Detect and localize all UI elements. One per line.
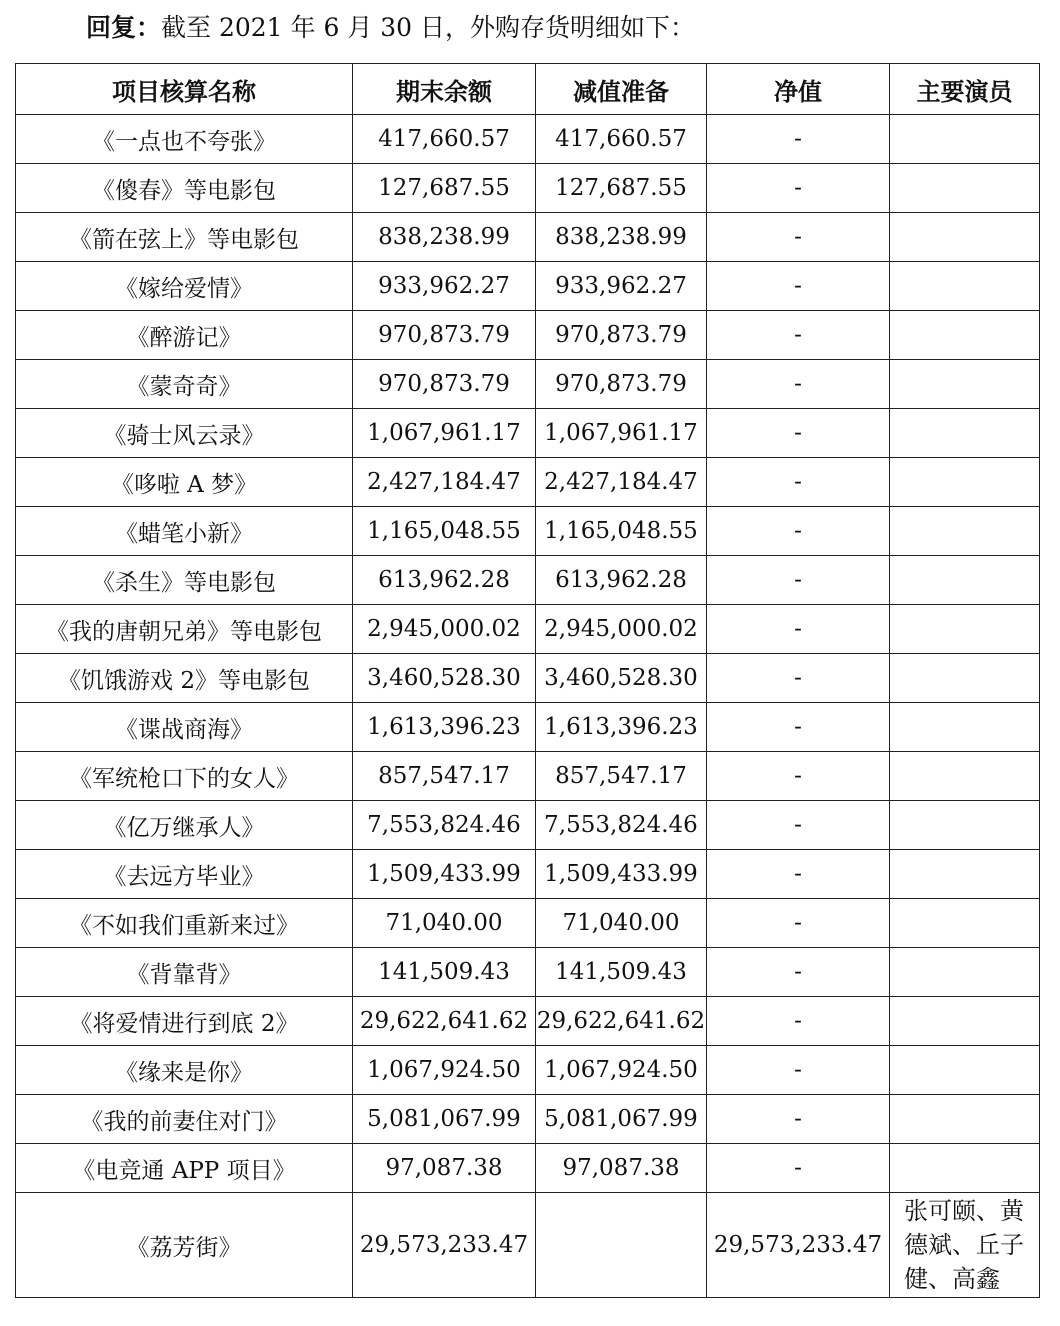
project-name-cell: 《箭在弦上》等电影包 bbox=[16, 213, 353, 262]
main-actors-cell bbox=[890, 654, 1040, 703]
main-actors-cell bbox=[890, 801, 1040, 850]
net-value-cell: - bbox=[707, 213, 890, 262]
table-row bbox=[16, 752, 1040, 801]
impairment-cell bbox=[536, 1193, 707, 1298]
table-row bbox=[16, 948, 1040, 997]
intro-text: 截至 2021 年 6 月 30 日，外购存货明细如下： bbox=[161, 13, 696, 42]
main-actors-cell bbox=[890, 948, 1040, 997]
project-name-cell: 《谍战商海》 bbox=[16, 703, 353, 752]
impairment-cell: 970,873.79 bbox=[536, 311, 707, 360]
inventory-table bbox=[15, 63, 1040, 1298]
ending-balance-cell: 127,687.55 bbox=[353, 164, 536, 213]
ending-balance-cell: 7,553,824.46 bbox=[353, 801, 536, 850]
impairment-cell: 29,622,641.62 bbox=[536, 997, 707, 1046]
project-name-cell: 《一点也不夸张》 bbox=[16, 115, 353, 164]
main-actors-cell bbox=[890, 1144, 1040, 1193]
project-name-cell: 《去远方毕业》 bbox=[16, 850, 353, 899]
table-row bbox=[16, 507, 1040, 556]
net-value-cell: - bbox=[707, 703, 890, 752]
project-name-cell: 《傻春》等电影包 bbox=[16, 164, 353, 213]
header-row bbox=[16, 64, 1040, 115]
ending-balance-cell: 970,873.79 bbox=[353, 360, 536, 409]
impairment-cell: 1,067,924.50 bbox=[536, 1046, 707, 1095]
impairment-cell: 97,087.38 bbox=[536, 1144, 707, 1193]
net-value-cell: - bbox=[707, 409, 890, 458]
net-value-cell: - bbox=[707, 115, 890, 164]
project-name-cell: 《我的前妻住对门》 bbox=[16, 1095, 353, 1144]
ending-balance-cell: 2,427,184.47 bbox=[353, 458, 536, 507]
project-name-cell: 《嫁给爱情》 bbox=[16, 262, 353, 311]
project-name-cell: 《蜡笔小新》 bbox=[16, 507, 353, 556]
main-actors-cell bbox=[890, 164, 1040, 213]
table-row bbox=[16, 311, 1040, 360]
table-row bbox=[16, 997, 1040, 1046]
project-name-cell: 《饥饿游戏 2》等电影包 bbox=[16, 654, 353, 703]
table-row bbox=[16, 262, 1040, 311]
ending-balance-cell: 5,081,067.99 bbox=[353, 1095, 536, 1144]
ending-balance-cell: 71,040.00 bbox=[353, 899, 536, 948]
header-main-actors: 主要演员 bbox=[890, 64, 1040, 115]
ending-balance-cell: 838,238.99 bbox=[353, 213, 536, 262]
project-name-cell: 《将爱情进行到底 2》 bbox=[16, 997, 353, 1046]
table-row bbox=[16, 703, 1040, 752]
table-header bbox=[16, 64, 1040, 115]
impairment-cell: 857,547.17 bbox=[536, 752, 707, 801]
impairment-cell: 933,962.27 bbox=[536, 262, 707, 311]
impairment-cell: 1,613,396.23 bbox=[536, 703, 707, 752]
main-actors-cell bbox=[890, 115, 1040, 164]
net-value-cell: 29,573,233.47 bbox=[707, 1193, 890, 1298]
net-value-cell: - bbox=[707, 1144, 890, 1193]
impairment-cell: 613,962.28 bbox=[536, 556, 707, 605]
impairment-cell: 2,945,000.02 bbox=[536, 605, 707, 654]
net-value-cell: - bbox=[707, 458, 890, 507]
ending-balance-cell: 2,945,000.02 bbox=[353, 605, 536, 654]
project-name-cell: 《军统枪口下的女人》 bbox=[16, 752, 353, 801]
net-value-cell: - bbox=[707, 507, 890, 556]
project-name-cell: 《缘来是你》 bbox=[16, 1046, 353, 1095]
reply-label: 回复： bbox=[86, 13, 162, 42]
net-value-cell: - bbox=[707, 801, 890, 850]
impairment-cell: 3,460,528.30 bbox=[536, 654, 707, 703]
net-value-cell: - bbox=[707, 556, 890, 605]
project-name-cell: 《亿万继承人》 bbox=[16, 801, 353, 850]
table-row bbox=[16, 899, 1040, 948]
table-row bbox=[16, 213, 1040, 262]
main-actors-cell bbox=[890, 1095, 1040, 1144]
main-actors-cell bbox=[890, 507, 1040, 556]
table-row bbox=[16, 1193, 1040, 1298]
table-row bbox=[16, 115, 1040, 164]
net-value-cell: - bbox=[707, 1046, 890, 1095]
impairment-cell: 2,427,184.47 bbox=[536, 458, 707, 507]
main-actors-cell bbox=[890, 752, 1040, 801]
impairment-cell: 838,238.99 bbox=[536, 213, 707, 262]
header-project-name: 项目核算名称 bbox=[16, 64, 353, 115]
header-net-value: 净值 bbox=[707, 64, 890, 115]
impairment-cell: 71,040.00 bbox=[536, 899, 707, 948]
net-value-cell: - bbox=[707, 752, 890, 801]
intro-paragraph bbox=[86, 8, 695, 48]
header-ending-balance: 期末余额 bbox=[353, 64, 536, 115]
net-value-cell: - bbox=[707, 850, 890, 899]
main-actors-cell bbox=[890, 409, 1040, 458]
ending-balance-cell: 3,460,528.30 bbox=[353, 654, 536, 703]
net-value-cell: - bbox=[707, 997, 890, 1046]
ending-balance-cell: 1,067,961.17 bbox=[353, 409, 536, 458]
main-actors-cell bbox=[890, 899, 1040, 948]
impairment-cell: 417,660.57 bbox=[536, 115, 707, 164]
ending-balance-cell: 29,622,641.62 bbox=[353, 997, 536, 1046]
ending-balance-cell: 933,962.27 bbox=[353, 262, 536, 311]
net-value-cell: - bbox=[707, 605, 890, 654]
net-value-cell: - bbox=[707, 360, 890, 409]
net-value-cell: - bbox=[707, 164, 890, 213]
ending-balance-cell: 1,509,433.99 bbox=[353, 850, 536, 899]
ending-balance-cell: 1,067,924.50 bbox=[353, 1046, 536, 1095]
main-actors-cell bbox=[890, 850, 1040, 899]
project-name-cell: 《不如我们重新来过》 bbox=[16, 899, 353, 948]
ending-balance-cell: 1,165,048.55 bbox=[353, 507, 536, 556]
project-name-cell: 《我的唐朝兄弟》等电影包 bbox=[16, 605, 353, 654]
main-actors-cell bbox=[890, 605, 1040, 654]
table-row bbox=[16, 1046, 1040, 1095]
main-actors-cell bbox=[890, 311, 1040, 360]
main-actors-cell bbox=[890, 703, 1040, 752]
table-row bbox=[16, 409, 1040, 458]
project-name-cell: 《蒙奇奇》 bbox=[16, 360, 353, 409]
project-name-cell: 《骑士风云录》 bbox=[16, 409, 353, 458]
ending-balance-cell: 97,087.38 bbox=[353, 1144, 536, 1193]
table-row bbox=[16, 654, 1040, 703]
net-value-cell: - bbox=[707, 654, 890, 703]
impairment-cell: 141,509.43 bbox=[536, 948, 707, 997]
main-actors-cell bbox=[890, 360, 1040, 409]
ending-balance-cell: 857,547.17 bbox=[353, 752, 536, 801]
ending-balance-cell: 970,873.79 bbox=[353, 311, 536, 360]
project-name-cell: 《背靠背》 bbox=[16, 948, 353, 997]
main-actors-cell bbox=[890, 997, 1040, 1046]
net-value-cell: - bbox=[707, 262, 890, 311]
ending-balance-cell: 613,962.28 bbox=[353, 556, 536, 605]
net-value-cell: - bbox=[707, 1095, 890, 1144]
table-row bbox=[16, 164, 1040, 213]
ending-balance-cell: 1,613,396.23 bbox=[353, 703, 536, 752]
main-actors-cell bbox=[890, 213, 1040, 262]
table-row bbox=[16, 458, 1040, 507]
table-row bbox=[16, 801, 1040, 850]
table-row bbox=[16, 605, 1040, 654]
impairment-cell: 1,165,048.55 bbox=[536, 507, 707, 556]
net-value-cell: - bbox=[707, 311, 890, 360]
impairment-cell: 970,873.79 bbox=[536, 360, 707, 409]
ending-balance-cell: 417,660.57 bbox=[353, 115, 536, 164]
main-actors-cell bbox=[890, 1046, 1040, 1095]
table-row bbox=[16, 1095, 1040, 1144]
impairment-cell: 1,067,961.17 bbox=[536, 409, 707, 458]
table-row bbox=[16, 360, 1040, 409]
main-actors-cell bbox=[890, 458, 1040, 507]
table-body bbox=[16, 115, 1040, 1298]
ending-balance-cell: 29,573,233.47 bbox=[353, 1193, 536, 1298]
impairment-cell: 5,081,067.99 bbox=[536, 1095, 707, 1144]
table-row bbox=[16, 1144, 1040, 1193]
net-value-cell: - bbox=[707, 899, 890, 948]
main-actors-cell bbox=[890, 556, 1040, 605]
project-name-cell: 《荔芳街》 bbox=[16, 1193, 353, 1298]
impairment-cell: 7,553,824.46 bbox=[536, 801, 707, 850]
impairment-cell: 127,687.55 bbox=[536, 164, 707, 213]
net-value-cell: - bbox=[707, 948, 890, 997]
main-actors-cell bbox=[890, 262, 1040, 311]
project-name-cell: 《电竞通 APP 项目》 bbox=[16, 1144, 353, 1193]
table-row bbox=[16, 850, 1040, 899]
project-name-cell: 《哆啦 A 梦》 bbox=[16, 458, 353, 507]
ending-balance-cell: 141,509.43 bbox=[353, 948, 536, 997]
project-name-cell: 《醉游记》 bbox=[16, 311, 353, 360]
header-impairment: 减值准备 bbox=[536, 64, 707, 115]
project-name-cell: 《杀生》等电影包 bbox=[16, 556, 353, 605]
main-actors-cell: 张可颐、黄德斌、丘子健、高鑫 bbox=[890, 1193, 1040, 1298]
impairment-cell: 1,509,433.99 bbox=[536, 850, 707, 899]
table-row bbox=[16, 556, 1040, 605]
